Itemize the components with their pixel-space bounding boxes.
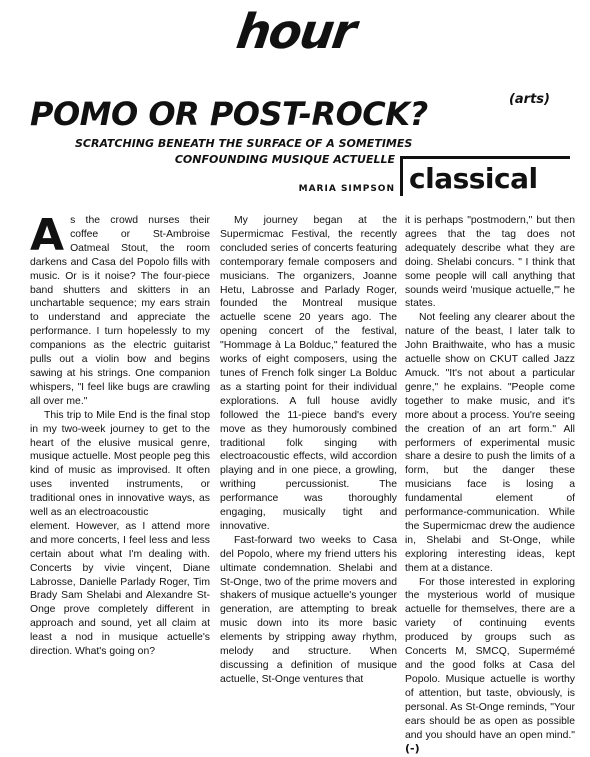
- drop-cap: A: [30, 210, 65, 261]
- column-label-text: classical: [409, 162, 538, 195]
- paragraph: element. However, as I attend more and more concerts, I feel less and less certain about what I'm dealing with. Concerts by vivie vinçent, Diane Labrosse, Danielle Parlady Roger, Tim Brady Sam Shelabi and Alexandre St-Onge prove completely different in approach and sound, yet all claim at least a nod in musique actuelle's direction. What's going on?: [30, 520, 210, 658]
- paragraph: Not feeling any clearer about the nature of the beast, I later talk to John Braithwaite, who has a music actuelle show on CKUT called Jazz Amuck. "It's not about a particular genre," he explains. "People come together to make music, and it's more about a process. You're seeing the creation of an art form." All performers of experimental music share a desire to push the limits of a form, but the danger these musicians face is losing a fundamental element of performance-communication. While the Supermicmac drew the audience in, Shelabi and St-Onge, while exploring interesting ideas, kept them at a distance.: [405, 312, 575, 574]
- column-label: [400, 156, 570, 196]
- paragraph: Fast-forward two weeks to Casa del Popolo, where my friend utters his ultimate condemnation. Shelabi and St-Onge, two of the prime movers and shakers of musique actuelle's younger generation, are attempting to break music down into its more basic elements by stripping away rhythm, melody and structure. When discussing a definition of musique actuelle, St-Onge ventures that: [220, 534, 397, 685]
- masthead: [0, 6, 590, 58]
- paragraph: [30, 210, 210, 409]
- article-column-3: [405, 214, 575, 757]
- article-column-1: [30, 210, 210, 659]
- headline: POMO OR POST-ROCK?: [30, 95, 428, 133]
- paragraph: it is perhaps "postmodern," but then agrees that the tag does not adequately describe what they are doing. Shelabi concurs. " I think that some people will call anything that sounds weird 'musique actuelle,'" he states.: [405, 215, 575, 310]
- deck-line-1: SCRATCHING BENEATH THE SURFACE OF A SOMETIMES: [75, 137, 413, 150]
- deck-line-2: CONFOUNDING MUSIQUE ACTUELLE: [174, 153, 395, 166]
- deck: [75, 136, 413, 168]
- masthead-logo: hour: [232, 4, 358, 60]
- section-tag: (arts): [508, 92, 550, 107]
- end-mark: (-): [405, 742, 420, 756]
- paragraph-text: For those interested in exploring the mysterious world of musique actuelle for themselves, there are a variety of continuing events produced by groups such as Concerts M, SMCQ, Supermémé and the good folks at Casa del Popolo. Musique actuelle is worthy of attention, but taste, obviously, is personal. As St-Onge reminds, "Your ears should be as open as possible and you should have an open mind.": [405, 576, 575, 741]
- paragraph: [405, 576, 575, 757]
- paragraph: This trip to Mile End is the final stop in my two-week journey to get to the heart of the elusive musical genre, musique actuelle. Most people peg this kind of music as improvised. It often uses invented instruments, or traditional ones in innovative ways, as well as an electroacoustic: [30, 409, 210, 519]
- byline: MARIA SIMPSON: [298, 184, 395, 194]
- paragraph-text: s the crowd nurses their coffee or St-Ambroise Oatmeal Stout, the room darkens and Casa del Popolo fills with music. Or is it noise? The four-piece band shutters and skitters in an unchartable sequence; my ears strain to understand and appreciate the performance. I turn hopelessly to my companions as the electric guitarist pulls out a violin bow and begins sawing at his strings. One companion whispers, "I feel like bugs are crawling all over me.": [30, 215, 210, 407]
- article-column-2: [220, 214, 397, 687]
- paragraph: My journey began at the Supermicmac Festival, the recently concluded series of concerts featuring contemporary female composers and musicians. The organizers, Joanne Hetu, Labrosse and Parlady Roger, founded the Montreal musique actuelle scene 20 years ago. The opening concert of the festival, "Hommage à La Bolduc," featured the works of eight composers, using the tunes of French folk singer La Bolduc as a starting point for their individual explorations. A full house avidly followed the 11-piece band's every move as they humorously combined traditional folk singing with electroacoustic effects, wild accordion playing and in one piece, a growling, writhing percussionist. The performance was thoroughly engaging, musically tight and innovative.: [220, 215, 397, 532]
